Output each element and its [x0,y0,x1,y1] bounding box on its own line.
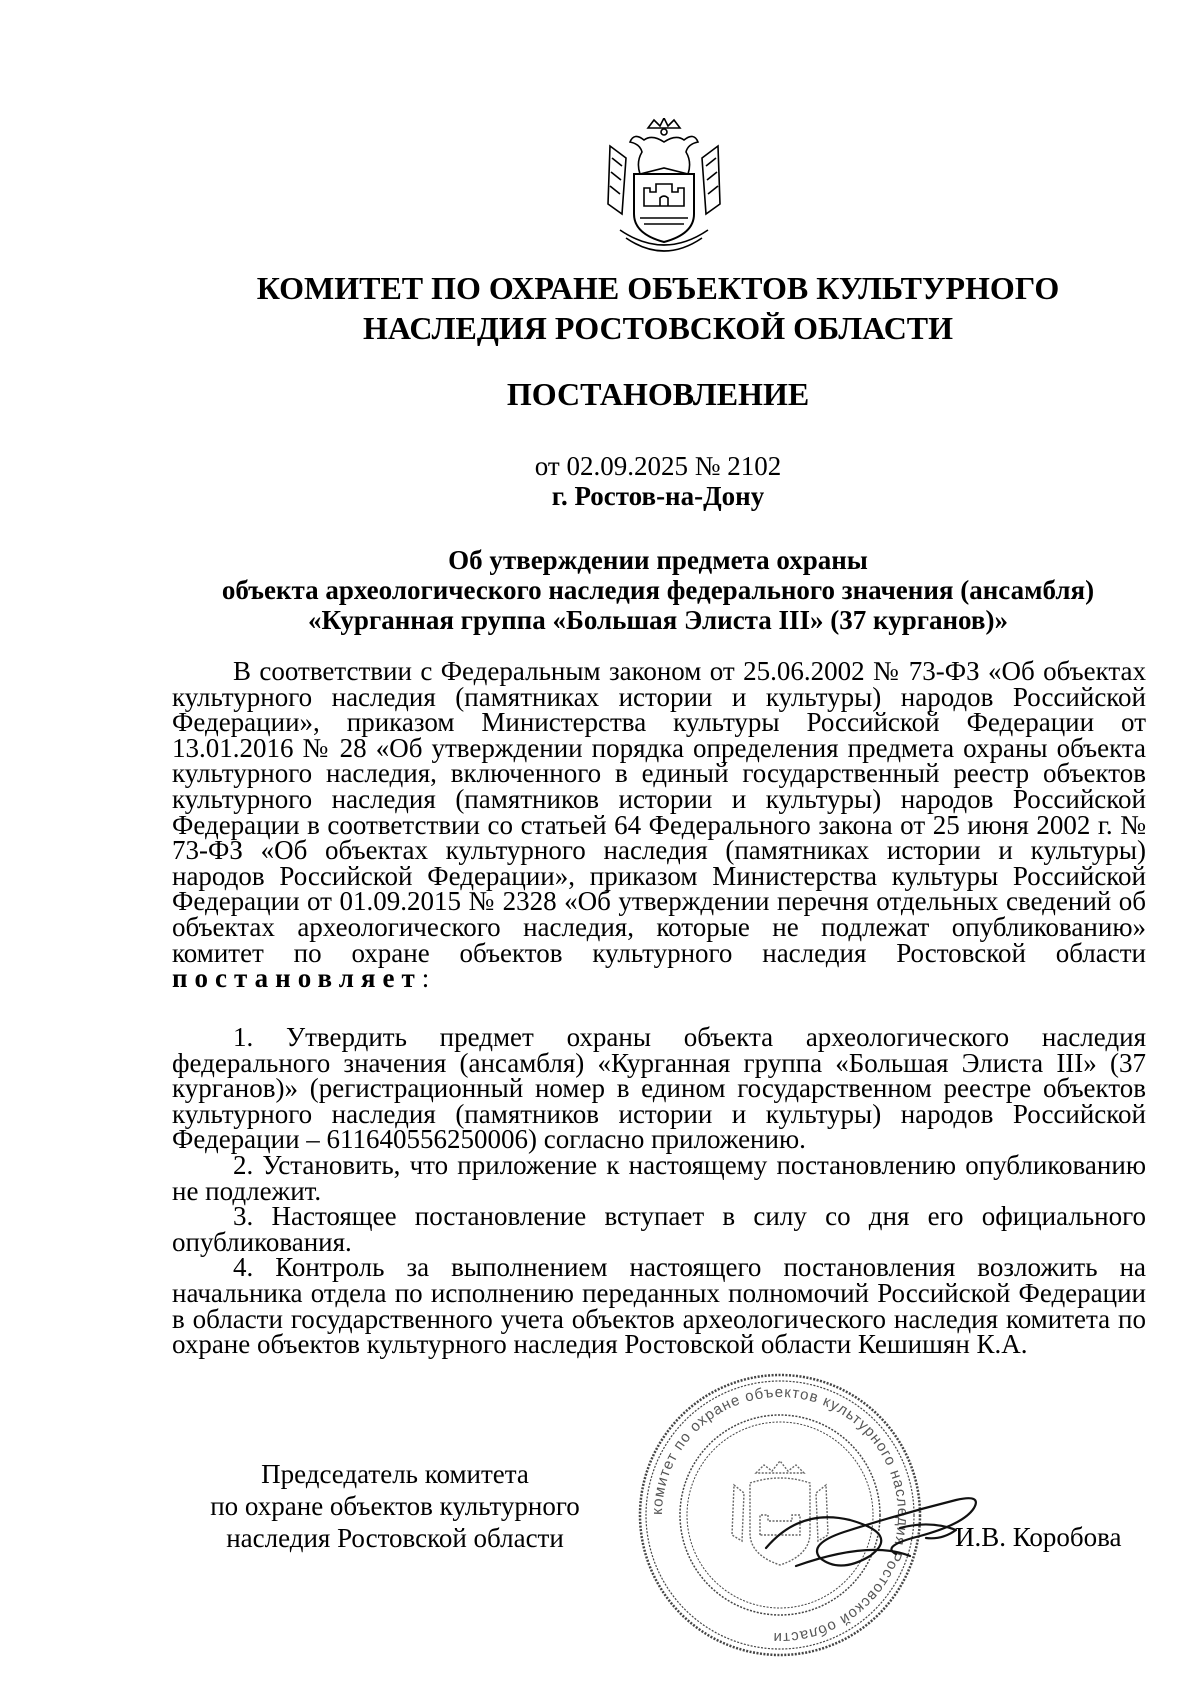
document-type: ПОСТАНОВЛЕНИЕ [506,376,810,412]
decree-item-4: 4. Контроль за выполнением настоящего постановления возложить на начальника отдела по исполнению переданных полномочий Российской Федерации в области государственного учета объектов археологического наследия комитета по охране объектов культурного наследия Ростовской области Кешишян К.А. [172,1252,1146,1360]
document-subject-line1: Об утверждении предмета охраны [448,545,868,575]
document-subject-line3: «Курганная группа «Большая Элиста III» (37 курганов)» [308,605,1008,635]
signatory-title-line1: Председатель комитета [261,1459,529,1489]
document-date-number: от 02.09.2025 № 2102 [534,451,782,481]
preamble-text: В соответствии с Федеральным законом от 25.06.2002 № 73-ФЗ «Об объектах культурного наследия (памятниках истории и культуры) народов Российской Федерации», приказом Министерства культуры Российской Федерации от 13.01.2016 № 28 «Об утверждении порядка определения предмета охраны объекта культурного наследия, включенного в единый государственный реестр объектов культурного наследия (памятников истории и культуры) народов Российской Федерации в соответствии со статьей 64 Федерального закона от 25 июня 2002 г. № 73-ФЗ «Об объектах культурного наследия (памятниках истории и культуры) народов Российской Федерации», приказом Министерства культуры Российской Федерации от 01.09.2015 № 2328 «Об утверждении перечня отдельных сведений об объектах археологического наследия, которые не подлежат опубликованию» комитет по охране объектов культурного наследия Ростовской области [172,656,1146,968]
seal-ring-text: комитет по охране объектов культурного наследия Ростовской области [648,1383,912,1647]
coat-of-arms-icon [600,118,728,256]
decree-item-1: 1. Утвердить предмет охраны объекта археологического наследия федерального значения (ансамбля) «Курганная группа «Большая Элиста III» (37 курганов)» (регистрационный номер в едином государственном реестре объектов культурного наследия (памятников истории и культуры) народов Российской Федерации – 611640556250006) согласно приложению. [172,1022,1146,1155]
preamble-paragraph [172,656,1146,994]
decree-item-2: 2. Установить, что приложение к настоящему постановлению опубликованию не подлежит. [172,1149,1146,1206]
decree-items [172,1022,1146,1360]
signatory-title-line3: наследия Ростовской области [226,1523,564,1553]
preamble-end: : [421,963,430,994]
signatory-title [190,1458,600,1554]
organization-name-line2: НАСЛЕДИЯ РОСТОВСКОЙ ОБЛАСТИ [362,310,954,346]
decree-item-3: 3. Настоящее постановление вступает в силу со дня его официального опубликования. [172,1201,1146,1257]
organization-name-line1: КОМИТЕТ ПО ОХРАНЕ ОБЪЕКТОВ КУЛЬТУРНОГО [256,270,1060,306]
signatory-title-line2: по охране объектов культурного [210,1491,580,1521]
signatory-name: И.В. Коробова [955,1522,1122,1552]
document-city: г. Ростов-на-Дону [551,481,765,511]
decree-word: постановляет [172,963,422,994]
document-subject-line2: объекта археологического наследия федерального значения (ансамбля) [221,575,1095,605]
